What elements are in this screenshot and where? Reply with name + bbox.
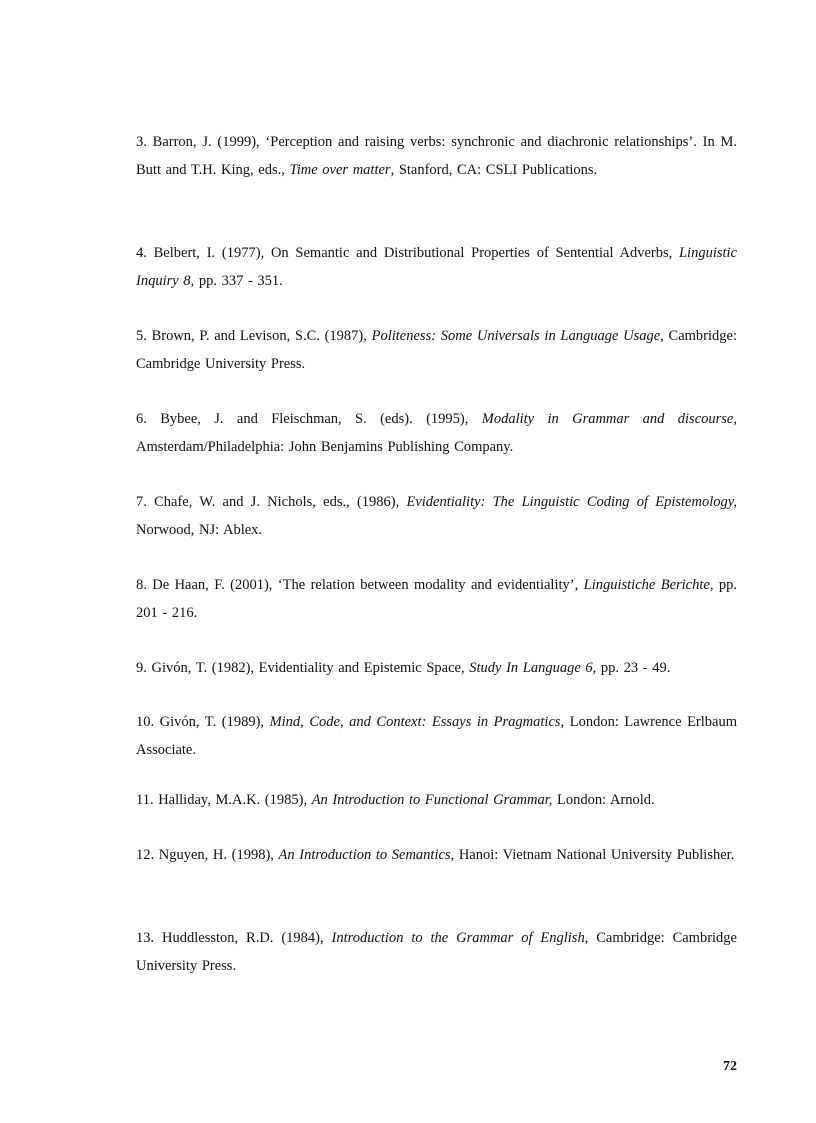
reference-text: , pp. 201 - 216. <box>136 577 737 621</box>
reference-text: 3. Barron, J. (1999), ‘Perception and raising verbs: synchronic and diachronic relationships’. In M. Butt and T.H. King, eds., <box>136 134 737 178</box>
reference-entry <box>136 129 737 184</box>
reference-text: , pp. 23 - 49. <box>592 660 671 676</box>
reference-text: , pp. 337 - 351. <box>190 272 283 289</box>
reference-text: , Hanoi: Vietnam National University Publisher. <box>450 847 735 863</box>
reference-text: 11. Halliday, M.A.K. (1985), <box>136 792 312 808</box>
reference-text: 12. Nguyen, H. (1998), <box>136 847 279 863</box>
reference-text: 8. De Haan, F. (2001), ‘The relation between modality and evidentiality’, <box>136 577 584 593</box>
reference-title: An Introduction to Functional Grammar, <box>311 792 553 808</box>
reference-title: Introduction to the Grammar of English <box>331 930 585 946</box>
reference-entry <box>136 240 737 295</box>
reference-text: , Stanford, CA: CSLI Publications. <box>390 161 598 178</box>
reference-entry <box>136 842 737 870</box>
reference-text: London: Arnold. <box>552 792 655 808</box>
reference-title: Linguistiche Berichte <box>583 577 710 593</box>
reference-entry <box>136 406 737 461</box>
reference-text: 9. Givón, T. (1982), Evidentiality and Epistemic Space, <box>136 660 470 676</box>
reference-text: 13. Huddlesston, R.D. (1984), <box>136 930 332 946</box>
reference-text: , Amsterdam/Philadelphia: John Benjamins Publishing Company. <box>136 411 737 455</box>
reference-title: Mind, Code, and Context: Essays in Pragmatics, <box>269 714 565 730</box>
reference-entry <box>136 925 737 980</box>
reference-title: Modality in Grammar and discourse <box>481 411 734 427</box>
reference-text: 7. Chafe, W. and J. Nichols, eds., (1986), <box>136 494 407 510</box>
reference-entry <box>136 709 737 764</box>
reference-entry <box>136 787 737 815</box>
reference-title: Time over matter <box>289 161 391 178</box>
reference-entry <box>136 572 737 627</box>
reference-title: Linguistic Inquiry 8 <box>136 245 737 289</box>
reference-text: 6. Bybee, J. and Fleischman, S. (eds). (1995), <box>136 411 482 427</box>
reference-title: Study In Language 6 <box>469 660 593 676</box>
page-number: 72 <box>723 1059 737 1074</box>
reference-title: An Introduction to Semantics <box>278 847 451 863</box>
reference-entry <box>136 489 737 544</box>
reference-text: , Cambridge: Cambridge University Press. <box>136 328 737 372</box>
reference-text: 4. Belbert, I. (1977), On Semantic and Distributional Properties of Sentential Adverbs, <box>136 245 679 261</box>
reference-title: Evidentiality: The Linguistic Coding of Epistemology, <box>406 494 738 510</box>
reference-text: 10. Givón, T. (1989), <box>136 714 270 730</box>
reference-entry <box>136 655 737 683</box>
reference-text: Norwood, NJ: Ablex. <box>136 521 263 538</box>
reference-text: London: Lawrence Erlbaum Associate. <box>136 714 737 758</box>
reference-text: , Cambridge: Cambridge University Press. <box>136 930 737 974</box>
reference-text: 5. Brown, P. and Levison, S.C. (1987), <box>136 328 372 344</box>
reference-entry <box>136 323 737 378</box>
reference-title: Politeness: Some Universals in Language Usage <box>371 328 661 344</box>
